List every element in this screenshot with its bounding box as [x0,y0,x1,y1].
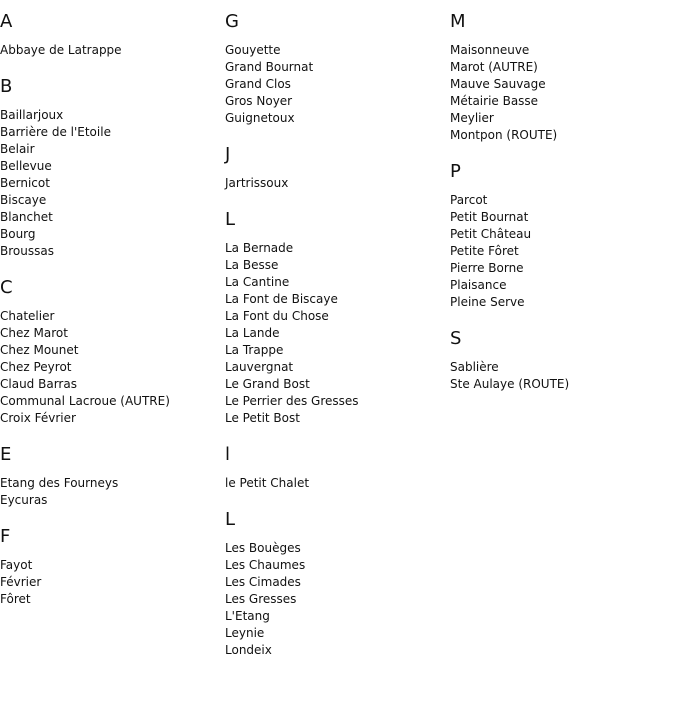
place-name: Pierre Borne [450,261,524,275]
section-letter-heading: L [225,209,236,230]
place-name: Leynie [225,626,265,640]
place-name: Fayot [0,558,33,572]
place-name: Gouyette [225,43,281,57]
section-letter-heading: l [225,444,231,465]
place-list [0,557,220,608]
place-name: La Trappe [225,343,284,357]
place-name: Meylier [450,111,494,125]
letter-section [450,160,670,311]
place-name: Fôret [0,592,31,606]
section-letter-heading: F [0,526,11,547]
place-name: Barrière de l'Etoile [0,125,111,139]
place-name: Grand Clos [225,77,291,91]
place-name: Broussas [0,244,54,258]
place-list [450,42,670,144]
place-name: Le Grand Bost [225,377,310,391]
place-name: Pleine Serve [450,295,525,309]
place-name: Biscaye [0,193,47,207]
place-name: Petit Bournat [450,210,529,224]
place-name: Lauvergnat [225,360,294,374]
place-name: Jartrissoux [225,176,289,190]
place-name: La Font de Biscaye [225,292,338,306]
place-list [225,240,445,427]
place-name: Etang des Fourneys [0,476,119,490]
place-name: Bernicot [0,176,50,190]
letter-section [0,10,220,59]
letter-section [450,327,670,393]
index-column-3 [450,10,670,409]
place-list [225,175,445,192]
place-name: La Bernade [225,241,294,255]
place-name: La Besse [225,258,279,272]
place-name: Baillarjoux [0,108,64,122]
place-list [0,107,220,260]
place-name: Marot (AUTRE) [450,60,538,74]
letter-section [0,525,220,608]
place-name: Gros Noyer [225,94,293,108]
place-name: Le Perrier des Gresses [225,394,359,408]
place-name: Les Gresses [225,592,297,606]
place-name: Belair [0,142,35,156]
place-name: Eycuras [0,493,48,507]
index-column-1 [0,10,220,624]
place-name: Montpon (ROUTE) [450,128,558,142]
place-name: Claud Barras [0,377,77,391]
section-letter-heading: S [450,328,462,349]
place-name: Blanchet [0,210,53,224]
place-list [450,192,670,311]
place-name: Février [0,575,42,589]
letter-section [450,10,670,144]
place-list [450,359,670,393]
place-name: Les Bouèges [225,541,301,555]
place-name: Chez Marot [0,326,68,340]
place-name: Abbaye de Latrappe [0,43,122,57]
place-name: Croix Février [0,411,76,425]
place-name: le Petit Chalet [225,476,310,490]
place-name: Métairie Basse [450,94,539,108]
place-name: La Cantine [225,275,290,289]
letter-section [225,508,445,659]
place-name: Le Petit Bost [225,411,300,425]
place-name: Bourg [0,227,36,241]
place-list [225,42,445,127]
place-name: Chez Mounet [0,343,79,357]
place-list [225,475,445,492]
place-name: Petit Château [450,227,532,241]
place-name: Petite Fôret [450,244,519,258]
section-letter-heading: M [450,11,466,32]
place-list [225,540,445,659]
place-name: Chez Peyrot [0,360,72,374]
place-list [0,42,220,59]
place-name: Les Cimades [225,575,301,589]
place-name: Parcot [450,193,488,207]
letter-section [0,75,220,260]
place-name: La Font du Chose [225,309,329,323]
place-name: L'Etang [225,609,270,623]
place-name: Grand Bournat [225,60,314,74]
place-name: La Lande [225,326,280,340]
section-letter-heading: P [450,161,461,182]
place-name: Les Chaumes [225,558,306,572]
place-name: Communal Lacroue (AUTRE) [0,394,170,408]
place-name: Ste Aulaye (ROUTE) [450,377,570,391]
section-letter-heading: J [225,144,231,165]
section-letter-heading: G [225,11,239,32]
letter-section [0,443,220,509]
section-letter-heading: L [225,509,236,530]
letter-section [0,276,220,427]
place-name: Bellevue [0,159,52,173]
place-name: Sablière [450,360,499,374]
place-name: Maisonneuve [450,43,530,57]
place-name: Guignetoux [225,111,295,125]
place-name: Londeix [225,643,272,657]
place-list [0,475,220,509]
section-letter-heading: C [0,277,13,298]
index-column-2 [225,10,445,675]
letter-section [225,208,445,427]
place-list [0,308,220,427]
section-letter-heading: A [0,11,13,32]
place-name: Chatelier [0,309,55,323]
section-letter-heading: E [0,444,12,465]
place-name: Plaisance [450,278,507,292]
letter-section [225,443,445,492]
place-name: Mauve Sauvage [450,77,546,91]
section-letter-heading: B [0,76,13,97]
letter-section [225,143,445,192]
letter-section [225,10,445,127]
